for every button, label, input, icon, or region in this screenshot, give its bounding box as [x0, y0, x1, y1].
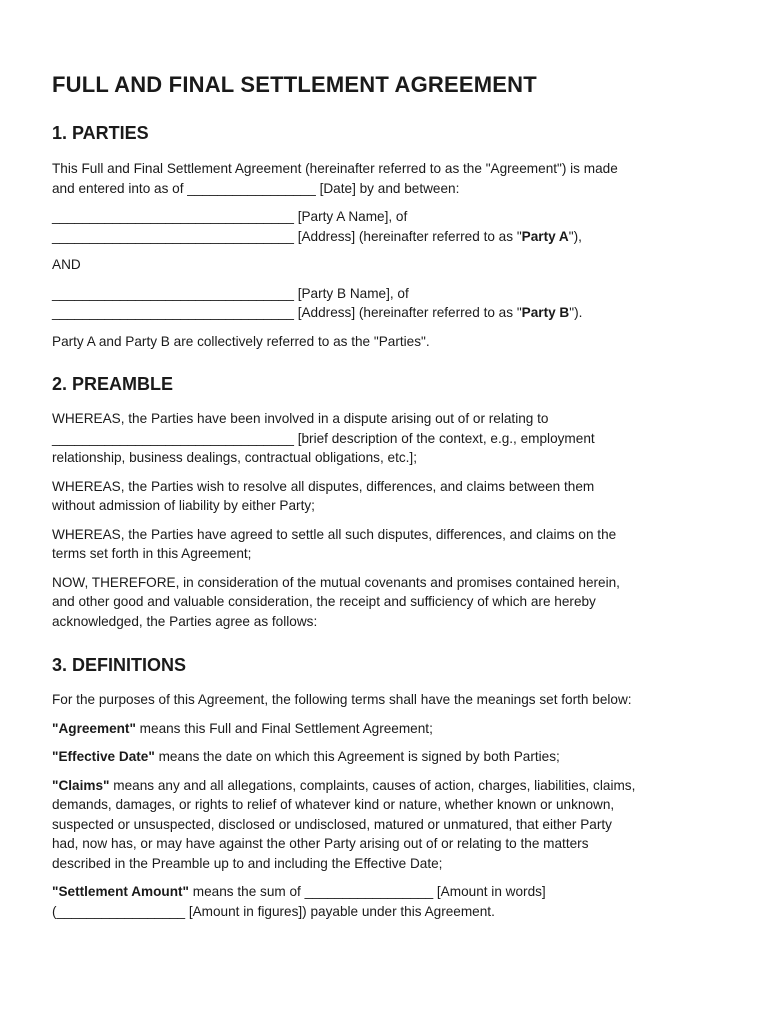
party-b-block	[52, 284, 718, 323]
section-heading-parties: 1. PARTIES	[52, 123, 149, 143]
whereas-1	[52, 409, 718, 468]
definitions-intro: For the purposes of this Agreement, the following terms shall have the meanings set forth below:	[52, 692, 632, 707]
and-separator: AND	[52, 257, 81, 272]
whereas-1-line-3: relationship, business dealings, contractual obligations, etc.];	[52, 450, 417, 465]
whereas-3-line-2: terms set forth in this Agreement;	[52, 546, 252, 561]
now-therefore-line-2: and other good and valuable consideration, the receipt and sufficiency of which are hereby	[52, 594, 596, 609]
party-a-address-close: "),	[568, 228, 582, 244]
now-therefore-line-1: NOW, THEREFORE, in consideration of the mutual covenants and promises contained herein,	[52, 574, 620, 590]
definition-agreement-text: means this Full and Final Settlement Agreement;	[135, 720, 433, 736]
definition-claims-line-1	[52, 776, 718, 796]
document-title: FULL AND FINAL SETTLEMENT AGREEMENT	[52, 72, 537, 97]
definition-agreement	[52, 719, 718, 739]
party-a-address-text: ________________________________ [Address] (hereinafter referred to as "	[52, 228, 522, 244]
whereas-3-line-1: WHEREAS, the Parties have agreed to settle all such disputes, differences, and claims on the	[52, 526, 617, 542]
definition-settlement-line-1	[52, 882, 718, 902]
term-claims: "Claims"	[52, 777, 110, 793]
definition-settlement-amount	[52, 882, 718, 921]
term-settlement-amount: "Settlement Amount"	[52, 884, 189, 899]
parties-collective: Party A and Party B are collectively referred to as the "Parties".	[52, 333, 430, 349]
whereas-3	[52, 525, 718, 564]
definition-claims-line-3: suspected or unsuspected, disclosed or undisclosed, matured or unmatured, that either Party	[52, 816, 612, 832]
section-heading-definitions: 3. DEFINITIONS	[52, 655, 187, 675]
definition-settlement-text-1: means the sum of _________________ [Amount in words]	[189, 884, 546, 899]
whereas-1-line-1: WHEREAS, the Parties have been involved in a dispute arising out of or relating to	[52, 411, 549, 426]
term-effective-date: "Effective Date"	[52, 749, 155, 764]
definition-effective-date-text: means the date on which this Agreement is signed by both Parties;	[154, 749, 560, 764]
now-therefore-line-3: acknowledged, the Parties agree as follows:	[52, 613, 318, 629]
party-b-address-line	[52, 303, 718, 323]
definition-effective-date	[52, 747, 718, 767]
parties-intro-line-2: and entered into as of _________________ [Date] by and between:	[52, 180, 460, 196]
parties-intro	[52, 159, 718, 198]
party-a-name-line: ________________________________ [Party A Name], of	[52, 209, 408, 224]
definition-settlement-line-2: (_________________ [Amount in figures]) payable under this Agreement.	[52, 903, 495, 919]
definition-claims-line-4: had, now has, or may have against the other Party arising out of or relating to the matters	[52, 836, 589, 851]
parties-intro-line-1: This Full and Final Settlement Agreement (hereinafter referred to as the "Agreement") is made	[52, 161, 618, 176]
whereas-2-line-2: without admission of liability by either Party;	[52, 498, 315, 513]
whereas-1-line-2: ________________________________ [brief description of the context, e.g., employment	[52, 430, 595, 446]
section-heading-preamble: 2. PREAMBLE	[52, 374, 174, 394]
definition-claims	[52, 776, 718, 874]
party-b-address-close: ").	[569, 305, 583, 320]
party-a-address-line	[52, 227, 718, 247]
definition-claims-line-5: described in the Preamble up to and including the Effective Date;	[52, 855, 443, 871]
definition-claims-line-2: demands, damages, or rights to relief of whatever kind or nature, whether known or unknown,	[52, 797, 615, 812]
party-b-name-line: ________________________________ [Party B Name], of	[52, 285, 409, 301]
party-b-label: Party B	[521, 305, 570, 320]
term-agreement: "Agreement"	[52, 720, 136, 736]
party-a-block	[52, 207, 718, 246]
definition-claims-text-1: means any and all allegations, complaints, causes of action, charges, liabilities, claims,	[109, 777, 636, 793]
party-b-address-text: ________________________________ [Address] (hereinafter referred to as "	[52, 305, 522, 320]
whereas-2-line-1: WHEREAS, the Parties wish to resolve all disputes, differences, and claims between them	[52, 478, 595, 494]
party-a-label: Party A	[521, 228, 569, 244]
whereas-2	[52, 477, 718, 516]
now-therefore	[52, 573, 718, 632]
